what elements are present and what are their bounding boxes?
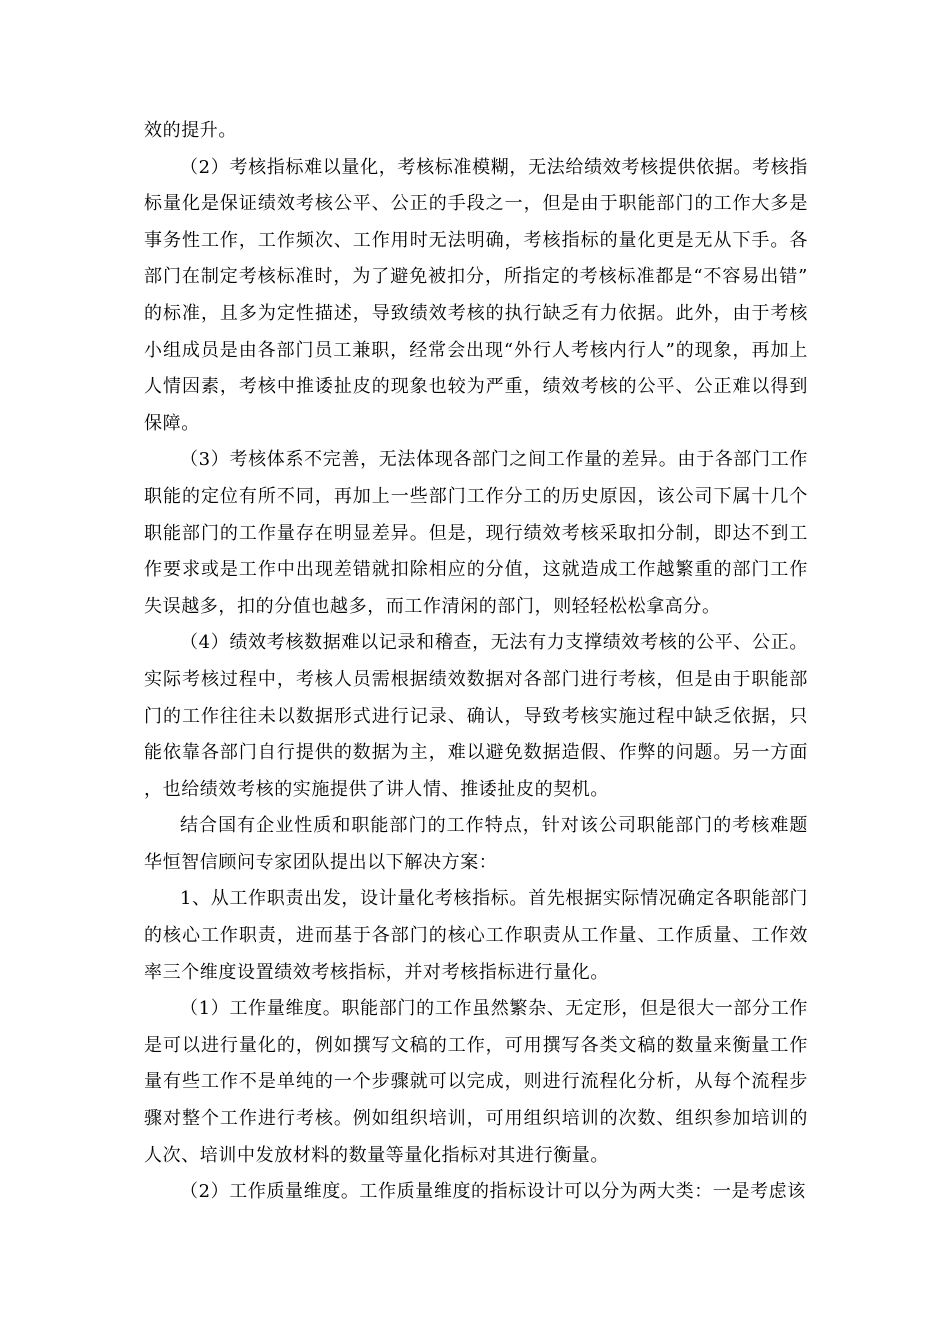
paragraph-issue-3: （3）考核体系不完善，无法体现各部门之间工作量的差异。由于各部门工作职能的定位有所不同，再加上一些部门工作分工的历史原因，该公司下属十几个职能部门的工作量存在明显差异。但是，现行绩效考核采取扣分制，即达不到工作要求或是工作中出现差错就扣除相应的分值，这就造成工作越繁重的部门工作失误越多，扣的分值也越多，而工作清闲的部门，则轻轻松松拿高分。	[144, 449, 808, 617]
paragraph-quality-dimension: （2）工作质量维度。工作质量维度的指标设计可以分为两大类：一是考虑该	[180, 1181, 806, 1203]
paragraph-continuation: 效的提升。	[144, 120, 237, 141]
document-body	[144, 113, 808, 1211]
paragraph-issue-4: （4）绩效考核数据难以记录和稽查，无法有力支撑绩效考核的公平、公正。实际考核过程中，考核人员需根据绩效数据对各部门进行考核，但是由于职能部门的工作往往未以数据形式进行记录、确认，导致考核实施过程中缺乏依据，只能依靠各部门自行提供的数据为主，难以避免数据造假、作弊的问题。另一方面，也给绩效考核的实施提供了讲人情、推诿扯皮的契机。	[144, 632, 808, 800]
paragraph-solution-1: 1、从工作职责出发，设计量化考核指标。首先根据实际情况确定各职能部门的核心工作职责，进而基于各部门的核心工作职责从工作量、工作质量、工作效率三个维度设置绩效考核指标，并对考核指标进行量化。	[144, 888, 808, 983]
paragraph-solution-intro: 结合国有企业性质和职能部门的工作特点，针对该公司职能部门的考核难题华恒智信顾问专家团队提出以下解决方案：	[144, 815, 808, 873]
paragraph-workload-dimension: （1）工作量维度。职能部门的工作虽然繁杂、无定形，但是很大一部分工作是可以进行量化的，例如撰写文稿的工作，可用撰写各类文稿的数量来衡量工作量有些工作不是单纯的一个步骤就可以完成，则进行流程化分析，从每个流程步骤对整个工作进行考核。例如组织培训，可用组织培训的次数、组织参加培训的人次、培训中发放材料的数量等量化指标对其进行衡量。	[144, 998, 808, 1166]
paragraph-issue-2: （2）考核指标难以量化，考核标准模糊，无法给绩效考核提供依据。考核指标量化是保证绩效考核公平、公正的手段之一，但是由于职能部门的工作大多是事务性工作，工作频次、工作用时无法明确，考核指标的量化更是无从下手。各部门在制定考核标准时，为了避免被扣分，所指定的考核标准都是“不容易出错”的标准，且多为定性描述，导致绩效考核的执行缺乏有力依据。此外，由于考核小组成员是由各部门员工兼职，经常会出现“外行人考核内行人”的现象，再加上人情因素，考核中推诿扯皮的现象也较为严重，绩效考核的公平、公正难以得到保障。	[144, 156, 808, 434]
